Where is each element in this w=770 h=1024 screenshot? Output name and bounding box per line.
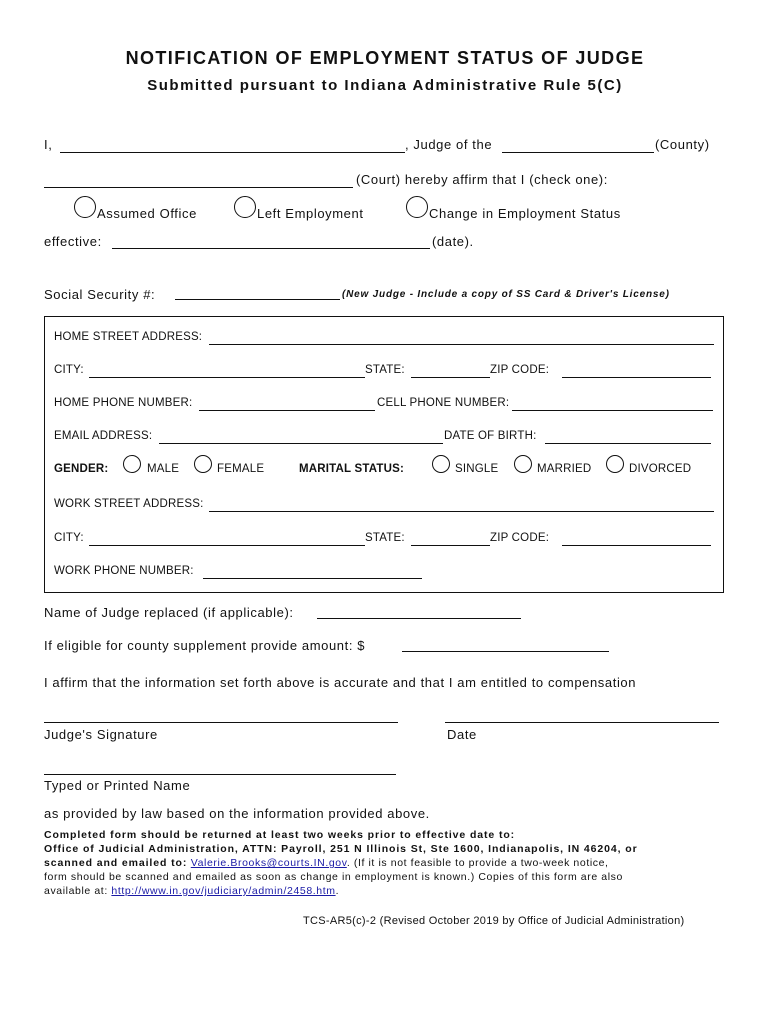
signature-date-label: Date bbox=[447, 727, 477, 742]
email-field[interactable] bbox=[159, 443, 443, 444]
typed-name-field[interactable] bbox=[44, 774, 396, 775]
judge-of-the-label: , Judge of the bbox=[405, 137, 493, 152]
work-zip-field[interactable] bbox=[562, 545, 711, 546]
divorced-radio[interactable] bbox=[606, 455, 624, 473]
home-city-field[interactable] bbox=[89, 377, 365, 378]
home-street-label: HOME STREET ADDRESS: bbox=[54, 331, 203, 343]
home-phone-label: HOME PHONE NUMBER: bbox=[54, 397, 193, 409]
affirm-statement: I affirm that the information set forth above is accurate and that I am entitled to compensation bbox=[44, 675, 637, 690]
signature-label: Judge's Signature bbox=[44, 727, 158, 742]
effective-date-field[interactable] bbox=[112, 248, 430, 249]
male-label: MALE bbox=[147, 463, 180, 475]
gender-label: GENDER: bbox=[54, 463, 109, 475]
single-radio[interactable] bbox=[432, 455, 450, 473]
work-city-label: CITY: bbox=[54, 532, 84, 544]
submission-instructions bbox=[44, 828, 734, 898]
personal-info-box bbox=[44, 316, 724, 593]
ssn-label: Social Security #: bbox=[44, 287, 156, 302]
female-radio[interactable] bbox=[194, 455, 212, 473]
work-zip-label: ZIP CODE: bbox=[490, 532, 550, 544]
home-zip-field[interactable] bbox=[562, 377, 711, 378]
work-street-field[interactable] bbox=[209, 511, 714, 512]
dob-field[interactable] bbox=[545, 443, 711, 444]
work-phone-field[interactable] bbox=[203, 578, 422, 579]
supplement-field[interactable] bbox=[402, 651, 609, 652]
single-label: SINGLE bbox=[455, 463, 499, 475]
county-label: (County) bbox=[655, 137, 710, 152]
work-state-field[interactable] bbox=[411, 545, 490, 546]
work-street-label: WORK STREET ADDRESS: bbox=[54, 498, 204, 510]
email-link[interactable]: Valerie.Brooks@courts.IN.gov bbox=[190, 857, 347, 869]
assumed-office-radio[interactable] bbox=[74, 196, 96, 218]
divorced-label: DIVORCED bbox=[629, 463, 692, 475]
i-label: I, bbox=[44, 137, 53, 152]
footer-line1: Completed form should be returned at least two weeks prior to effective date to: bbox=[44, 829, 516, 841]
male-radio[interactable] bbox=[123, 455, 141, 473]
dob-label: DATE OF BIRTH: bbox=[444, 430, 537, 442]
provided-by-law-text: as provided by law based on the information provided above. bbox=[44, 806, 430, 821]
change-status-radio[interactable] bbox=[406, 196, 428, 218]
email-label: EMAIL ADDRESS: bbox=[54, 430, 153, 442]
ssn-field[interactable] bbox=[175, 299, 340, 300]
signature-field[interactable] bbox=[44, 722, 398, 723]
married-label: MARRIED bbox=[537, 463, 592, 475]
change-status-label: Change in Employment Status bbox=[429, 206, 621, 221]
typed-name-label: Typed or Printed Name bbox=[44, 778, 191, 793]
url-link[interactable]: http://www.in.gov/judiciary/admin/2458.htm bbox=[111, 885, 336, 897]
form-subtitle: Submitted pursuant to Indiana Administrative Rule 5(C) bbox=[147, 77, 623, 94]
footer-line3-rest: . (If it is not feasible to provide a two-week notice, bbox=[346, 857, 609, 869]
married-radio[interactable] bbox=[514, 455, 532, 473]
left-employment-radio[interactable] bbox=[234, 196, 256, 218]
work-state-label: STATE: bbox=[365, 532, 405, 544]
left-employment-label: Left Employment bbox=[257, 206, 364, 221]
home-phone-field[interactable] bbox=[199, 410, 375, 411]
judge-replaced-field[interactable] bbox=[317, 618, 521, 619]
footer-line4: form should be scanned and emailed as soon as change in employment is known.) Copies of this form are also bbox=[44, 871, 623, 883]
judge-replaced-label: Name of Judge replaced (if applicable): bbox=[44, 605, 294, 620]
cell-phone-label: CELL PHONE NUMBER: bbox=[377, 397, 510, 409]
court-affirm-label: (Court) hereby affirm that I (check one): bbox=[356, 172, 608, 187]
home-street-field[interactable] bbox=[209, 344, 714, 345]
ssn-note: (New Judge - Include a copy of SS Card & Driver's License) bbox=[342, 289, 670, 300]
footer-line3-bold: scanned and emailed to: bbox=[44, 857, 188, 869]
work-city-field[interactable] bbox=[89, 545, 365, 546]
date-label: (date). bbox=[432, 234, 474, 249]
marital-status-label: MARITAL STATUS: bbox=[299, 463, 404, 475]
court-field[interactable] bbox=[44, 187, 353, 188]
footer-line5-end: . bbox=[335, 885, 340, 897]
supplement-label: If eligible for county supplement provide amount: $ bbox=[44, 638, 366, 653]
cell-phone-field[interactable] bbox=[512, 410, 713, 411]
effective-label: effective: bbox=[44, 234, 102, 249]
home-state-field[interactable] bbox=[411, 377, 490, 378]
assumed-office-label: Assumed Office bbox=[97, 206, 197, 221]
female-label: FEMALE bbox=[217, 463, 265, 475]
footer-line5: available at: bbox=[44, 885, 108, 897]
form-title: NOTIFICATION OF EMPLOYMENT STATUS OF JUDGE bbox=[125, 48, 645, 68]
work-phone-label: WORK PHONE NUMBER: bbox=[54, 565, 194, 577]
home-state-label: STATE: bbox=[365, 364, 405, 376]
footer-line2: Office of Judicial Administration, ATTN: Payroll, 251 N Illinois St, Ste 1600, Indianapolis, IN 46204, or bbox=[44, 843, 638, 855]
home-zip-label: ZIP CODE: bbox=[490, 364, 550, 376]
home-city-label: CITY: bbox=[54, 364, 84, 376]
judge-name-field[interactable] bbox=[60, 152, 405, 153]
form-id: TCS-AR5(c)-2 (Revised October 2019 by Office of Judicial Administration) bbox=[303, 915, 685, 927]
signature-date-field[interactable] bbox=[445, 722, 719, 723]
county-field[interactable] bbox=[502, 152, 654, 153]
